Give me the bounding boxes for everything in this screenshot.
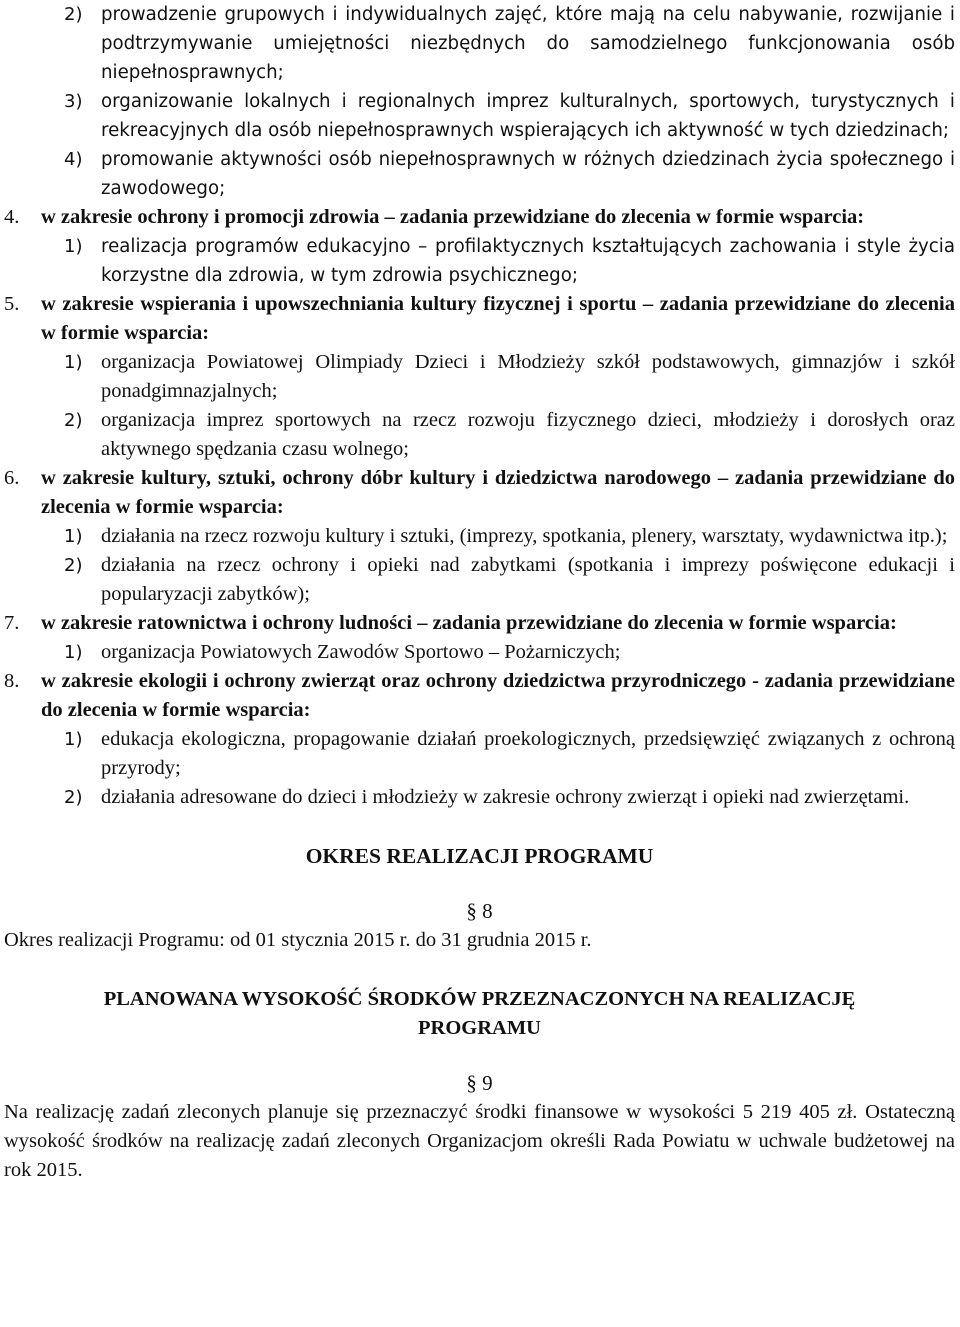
list-item <box>4 406 955 464</box>
item-number: 4) <box>64 149 83 170</box>
item-number: 1) <box>64 352 83 373</box>
okres-text: Okres realizacji Programu: od 01 stycznia 2015 r. do 31 grudnia 2015 r. <box>4 929 592 951</box>
list-item <box>4 348 955 406</box>
paragraph-mark-9: § 9 <box>466 1071 493 1095</box>
section-5 <box>4 290 955 348</box>
item-number: 1) <box>64 526 83 547</box>
paragraph-mark-8: § 8 <box>466 899 493 923</box>
item-text: działania na rzecz rozwoju kultury i sztuki, (imprezy, spotkania, plenery, warsztaty, wydawnictwa itp.); <box>101 525 948 547</box>
section-heading: w zakresie ekologii i ochrony zwierząt oraz ochrony dziedzictwa przyrodniczego - zadania przewidziane do zlecenia w formie wsparcia: <box>41 670 955 721</box>
section-heading: w zakresie wspierania i upowszechniania kultury fizycznej i sportu – zadania przewidziane do zlecenia w formie wsparcia: <box>41 293 955 344</box>
okres-heading: OKRES REALIZACJI PROGRAMU <box>305 844 654 868</box>
section-6 <box>4 464 955 522</box>
list-item <box>4 232 955 290</box>
item-text: organizacja Powiatowych Zawodów Sportowo – Pożarniczych; <box>101 641 621 663</box>
item-text: edukacja ekologiczna, propagowanie działań proekologicznych, przedsięwzięć związanych z ochroną przyrody; <box>101 728 955 779</box>
item-text: realizacja programów edukacyjno – profilaktycznych kształtujących zachowania i style życia korzystne dla zdrowia, w tym zdrowia psychicznego; <box>101 236 955 286</box>
section-number: 7. <box>4 612 20 634</box>
section-number: 8. <box>4 670 20 692</box>
section-7 <box>4 609 955 638</box>
list-item <box>4 522 955 551</box>
item-text: organizowanie lokalnych i regionalnych imprez kulturalnych, sportowych, turystycznych i rekreacyjnych dla osób niepełnosprawnych wspierających ich aktywność w tych dziedzinach; <box>101 91 955 141</box>
continued-list <box>4 0 955 203</box>
item-number: 2) <box>64 555 83 576</box>
list-item <box>4 87 955 145</box>
item-number: 2) <box>64 787 83 808</box>
list-item <box>4 783 955 812</box>
item-text: organizacja imprez sportowych na rzecz rozwoju fizycznego dzieci, młodzieży i dorosłych oraz aktywnego spędzania czasu wolnego; <box>101 409 955 460</box>
section-8 <box>4 667 955 725</box>
item-number: 2) <box>64 4 83 25</box>
section-heading: w zakresie ochrony i promocji zdrowia – zadania przewidziane do zlecenia w formie wsparcia: <box>41 206 865 228</box>
section-4 <box>4 203 955 232</box>
list-item <box>4 725 955 783</box>
item-text: promowanie aktywności osób niepełnosprawnych w różnych dziedzinach życia społecznego i zawodowego; <box>101 149 955 199</box>
list-item <box>4 0 955 87</box>
list-item <box>4 551 955 609</box>
section-heading: w zakresie kultury, sztuki, ochrony dóbr kultury i dziedzictwa narodowego – zadania przewidziane do zlecenia w formie wsparcia: <box>41 467 955 518</box>
list-item <box>4 638 955 667</box>
srodki-heading: PLANOWANA WYSOKOŚĆ ŚRODKÓW PRZEZNACZONYCH NA REALIZACJĘ PROGRAMU <box>103 988 856 1039</box>
item-number: 1) <box>64 236 83 257</box>
item-number: 1) <box>64 729 83 750</box>
item-text: działania adresowane do dzieci i młodzieży w zakresie ochrony zwierząt i opieki nad zwierzętami. <box>101 786 910 808</box>
list-item <box>4 145 955 203</box>
item-number: 2) <box>64 410 83 431</box>
section-heading: w zakresie ratownictwa i ochrony ludności – zadania przewidziane do zlecenia w formie wsparcia: <box>41 612 897 634</box>
item-text: organizacja Powiatowej Olimpiady Dzieci i Młodzieży szkół podstawowych, gimnazjów i szkół ponadgimnazjalnych; <box>101 351 955 402</box>
section-number: 5. <box>4 293 20 315</box>
srodki-text: Na realizację zadań zleconych planuje się przeznaczyć środki finansowe w wysokości 5 219 405 zł. Ostateczną wysokość środków na realizację zadań zleconych Organizacjom określi Rada Powiatu w uchwale budżetowej na rok 2015. <box>4 1101 955 1181</box>
item-text: prowadzenie grupowych i indywidualnych zajęć, które mają na celu nabywanie, rozwijanie i podtrzymywanie umiejętności niezbędnych do samodzielnego funkcjonowania osób niepełnosprawnych; <box>101 4 955 83</box>
item-number: 3) <box>64 91 83 112</box>
section-number: 6. <box>4 467 20 489</box>
section-number: 4. <box>4 206 20 228</box>
item-number: 1) <box>64 642 83 663</box>
item-text: działania na rzecz ochrony i opieki nad zabytkami (spotkania i imprezy poświęcone edukacji i popularyzacji zabytków); <box>101 554 955 605</box>
